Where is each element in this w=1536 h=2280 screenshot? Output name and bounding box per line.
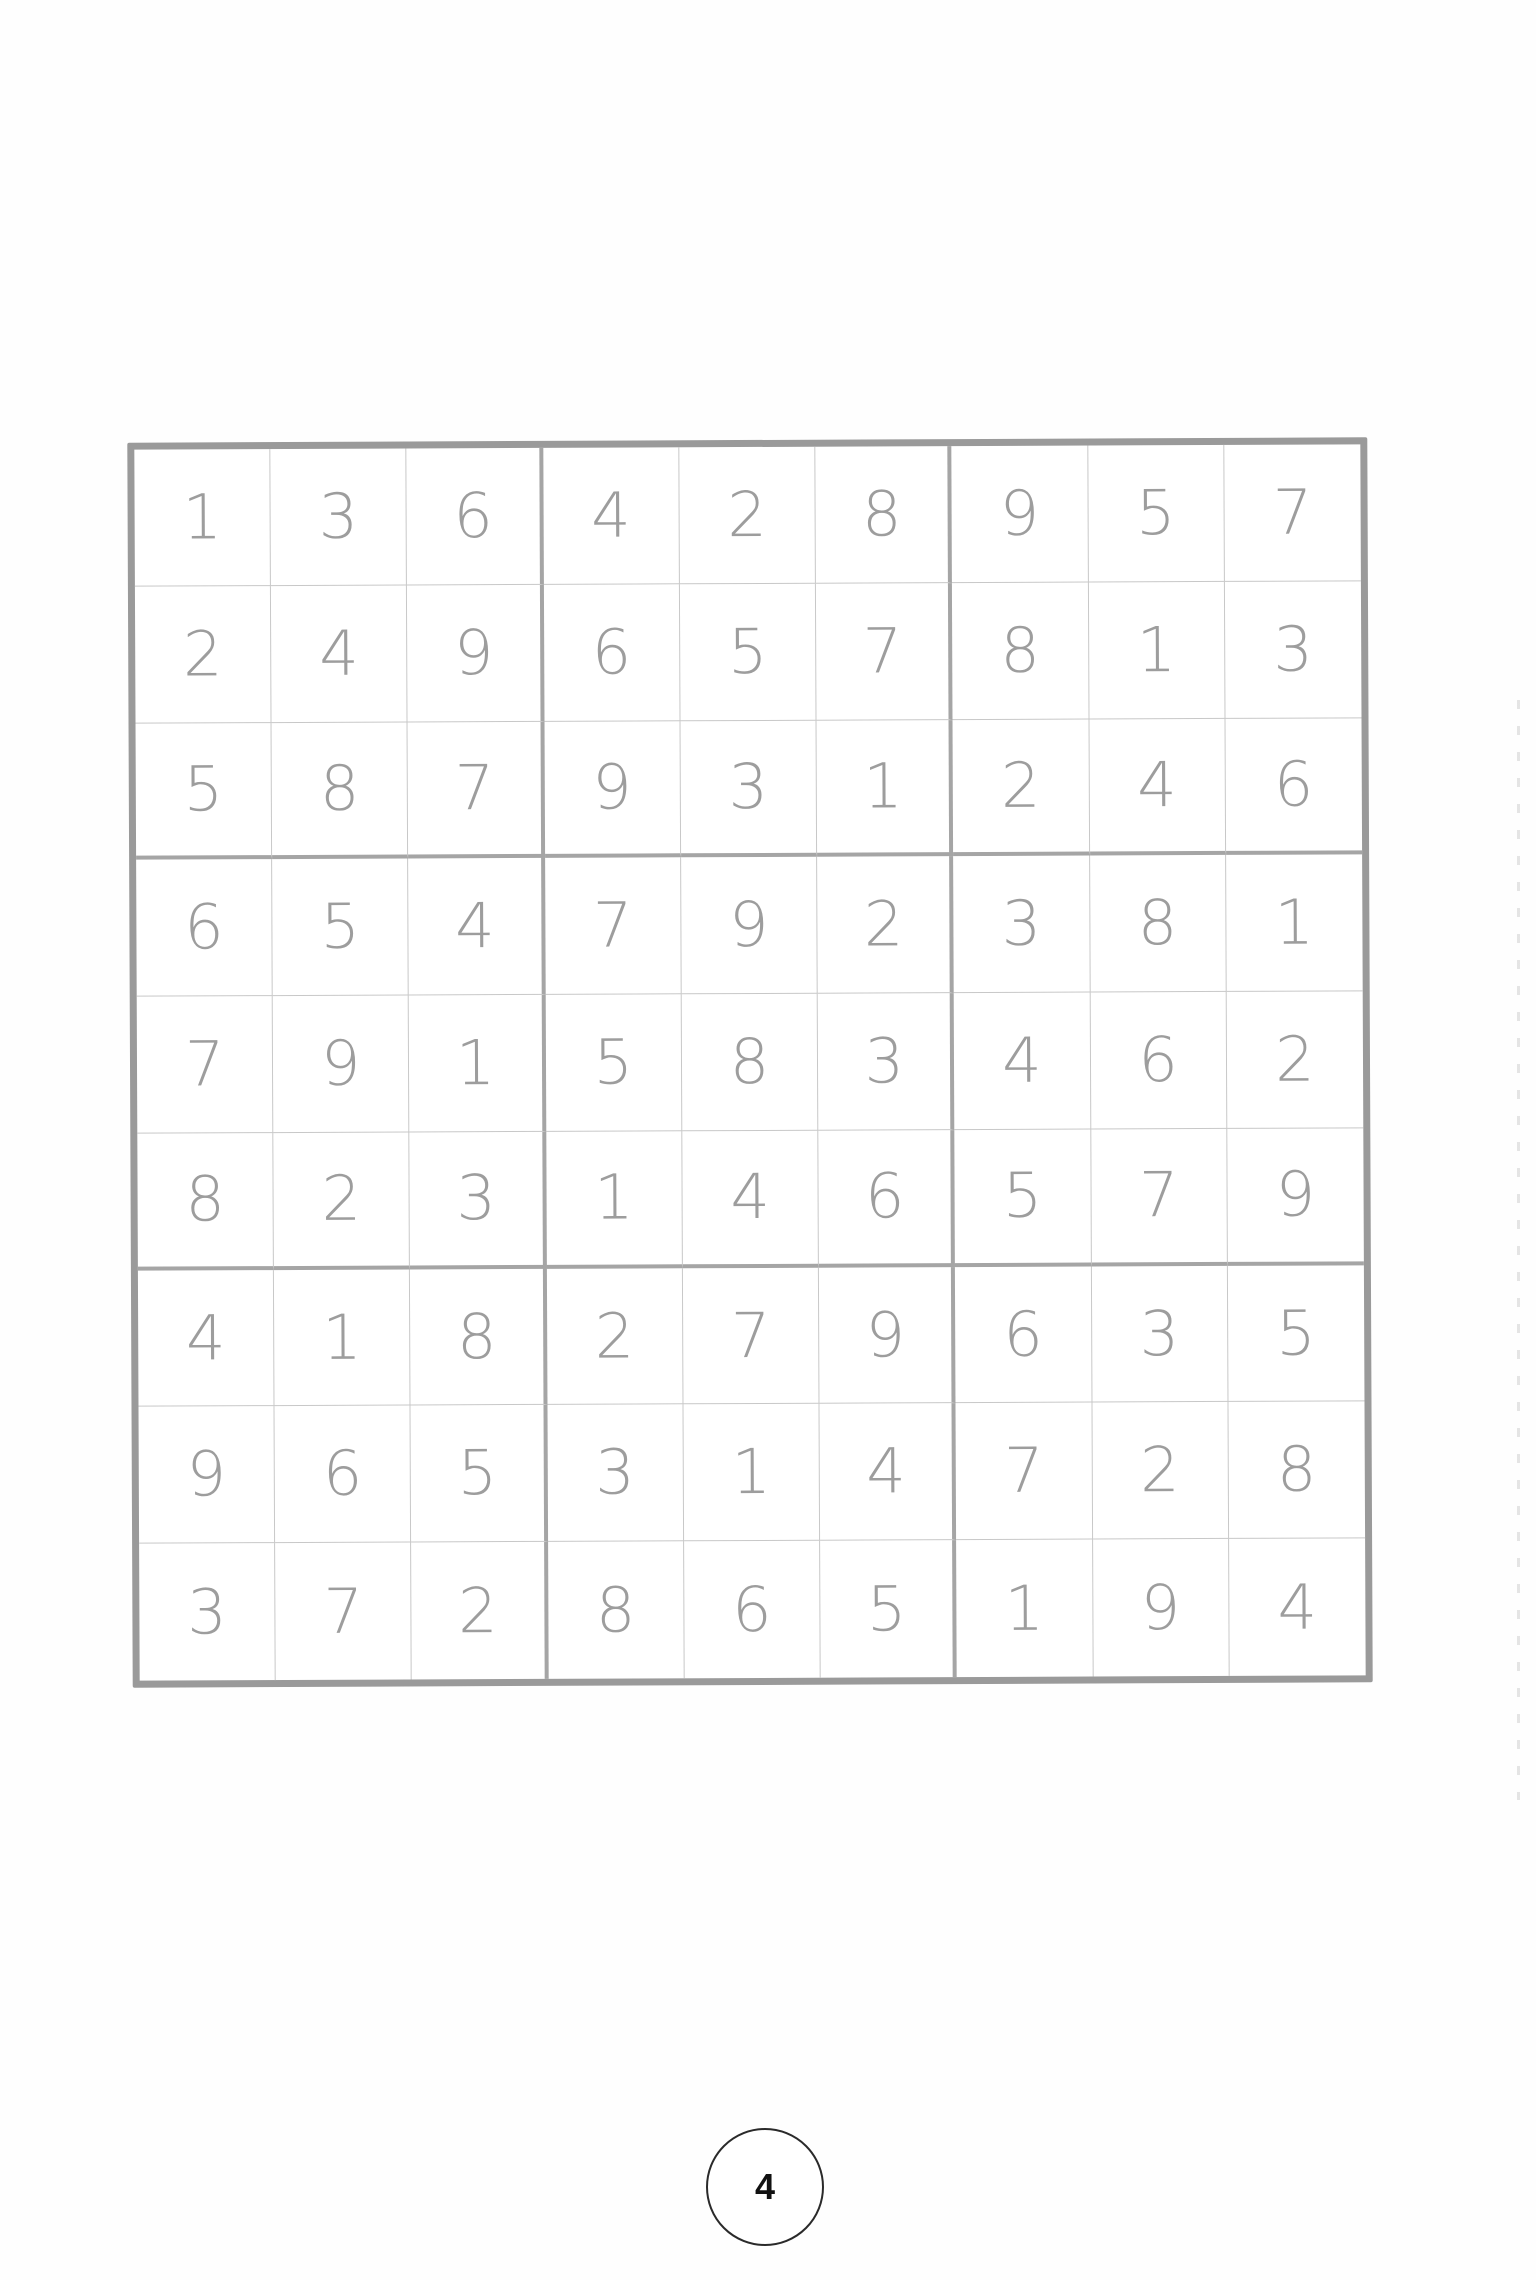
- sudoku-cell[interactable]: 8: [1090, 855, 1227, 992]
- sudoku-cell[interactable]: 2: [679, 447, 816, 584]
- sudoku-cell[interactable]: 7: [545, 858, 682, 995]
- sudoku-cell[interactable]: 3: [1091, 1266, 1228, 1403]
- sudoku-cell[interactable]: 8: [410, 1269, 547, 1406]
- sudoku-cell[interactable]: 8: [548, 1542, 685, 1679]
- sudoku-cell[interactable]: 5: [411, 1405, 548, 1542]
- sudoku-cell[interactable]: 2: [1226, 991, 1363, 1128]
- sudoku-cell[interactable]: 9: [1093, 1539, 1230, 1676]
- sudoku-cell[interactable]: 2: [817, 856, 954, 993]
- sudoku-cell[interactable]: 5: [545, 994, 682, 1131]
- sudoku-cell[interactable]: 6: [407, 448, 544, 585]
- sudoku-cell[interactable]: 4: [1277, 1570, 1318, 1644]
- sudoku-cell[interactable]: 2: [953, 719, 1090, 856]
- sudoku-cell[interactable]: 4: [1089, 718, 1226, 855]
- sudoku-cell[interactable]: 9: [1227, 1128, 1364, 1265]
- sudoku-cell[interactable]: 5: [820, 1540, 957, 1677]
- page-number-badge: 4: [706, 2128, 824, 2246]
- sudoku-cell[interactable]: 3: [1225, 581, 1362, 718]
- sudoku-cell[interactable]: 3: [410, 1132, 547, 1269]
- sudoku-cell[interactable]: 8: [1228, 1402, 1365, 1539]
- sudoku-cell[interactable]: 8: [272, 722, 409, 859]
- sudoku-cell[interactable]: 9: [407, 585, 544, 722]
- sudoku-cell[interactable]: 5: [136, 723, 273, 860]
- sudoku-cell[interactable]: 6: [955, 1266, 1092, 1403]
- sudoku-cell[interactable]: 1: [1226, 855, 1363, 992]
- sudoku-cell[interactable]: 6: [136, 859, 273, 996]
- sudoku-cell[interactable]: 4: [820, 1404, 957, 1541]
- sudoku-cell[interactable]: 4: [409, 858, 546, 995]
- sudoku-cell[interactable]: 9: [138, 1407, 275, 1544]
- sudoku-cell[interactable]: 5: [680, 583, 817, 720]
- sudoku-cell[interactable]: 7: [137, 996, 274, 1133]
- sudoku-cell[interactable]: 9: [681, 857, 818, 994]
- sudoku-cell[interactable]: 3: [818, 993, 955, 1130]
- sudoku-cell[interactable]: 8: [682, 994, 819, 1131]
- sudoku-cell[interactable]: 7: [1224, 444, 1361, 581]
- sudoku-cell[interactable]: 2: [1092, 1402, 1229, 1539]
- sudoku-cell[interactable]: 6: [684, 1541, 821, 1678]
- sudoku-cell[interactable]: 4: [271, 585, 408, 722]
- sudoku-cell[interactable]: 3: [680, 720, 817, 857]
- sudoku-cell[interactable]: 4: [954, 993, 1091, 1130]
- sudoku-cell[interactable]: 4: [138, 1270, 275, 1407]
- sudoku-cell[interactable]: 1: [274, 1269, 411, 1406]
- sudoku-cell[interactable]: 3: [953, 856, 1090, 993]
- sudoku-cell[interactable]: 9: [544, 721, 681, 858]
- sudoku-cell[interactable]: 4: [543, 447, 680, 584]
- sudoku-cell[interactable]: 7: [408, 721, 545, 858]
- sudoku-cell[interactable]: 6: [1225, 718, 1362, 855]
- sudoku-cell[interactable]: 9: [952, 446, 1089, 583]
- sudoku-cell[interactable]: 1: [546, 1131, 683, 1268]
- sudoku-cell[interactable]: 1: [409, 995, 546, 1132]
- sudoku-cell[interactable]: 2: [412, 1542, 549, 1679]
- sudoku-cell[interactable]: 2: [135, 586, 272, 723]
- sudoku-cell[interactable]: 5: [1228, 1265, 1365, 1402]
- sudoku-cell[interactable]: 1: [956, 1540, 1093, 1677]
- sudoku-grid-container: [130, 440, 1378, 1690]
- sudoku-cell[interactable]: 7: [1091, 1129, 1228, 1266]
- sudoku-cell[interactable]: 1: [1088, 582, 1225, 719]
- sudoku-cell[interactable]: 9: [273, 996, 410, 1133]
- sudoku-cell[interactable]: 7: [683, 1267, 820, 1404]
- sudoku-cell[interactable]: 8: [137, 1133, 274, 1270]
- sudoku-cell[interactable]: 3: [139, 1543, 276, 1680]
- scan-edge-artifact: [1517, 700, 1520, 1800]
- sudoku-cell[interactable]: 6: [1090, 992, 1227, 1129]
- sudoku-cell[interactable]: 6: [544, 584, 681, 721]
- sudoku-cell[interactable]: 3: [271, 448, 408, 585]
- sudoku-cell[interactable]: 6: [818, 1130, 955, 1267]
- sudoku-cell[interactable]: 7: [275, 1543, 412, 1680]
- sudoku-cell[interactable]: 8: [952, 582, 1089, 719]
- sudoku-cell[interactable]: 1: [817, 720, 954, 857]
- sudoku-cell[interactable]: 8: [815, 446, 952, 583]
- sudoku-cell[interactable]: 7: [816, 583, 953, 720]
- sudoku-cell[interactable]: 3: [547, 1405, 684, 1542]
- sudoku-cell[interactable]: 2: [274, 1132, 411, 1269]
- sudoku-cell[interactable]: 1: [683, 1404, 820, 1541]
- sudoku-cell[interactable]: 9: [819, 1267, 956, 1404]
- sudoku-cell[interactable]: 2: [547, 1268, 684, 1405]
- sudoku-grid: [127, 437, 1372, 1687]
- sudoku-cell[interactable]: 7: [956, 1403, 1093, 1540]
- sudoku-cell[interactable]: 5: [955, 1129, 1092, 1266]
- sudoku-cell[interactable]: 5: [1088, 445, 1225, 582]
- sudoku-cell[interactable]: 4: [682, 1131, 819, 1268]
- sudoku-cell[interactable]: 1: [134, 449, 271, 586]
- sudoku-cell[interactable]: 6: [275, 1406, 412, 1543]
- sudoku-cell[interactable]: 5: [272, 859, 409, 996]
